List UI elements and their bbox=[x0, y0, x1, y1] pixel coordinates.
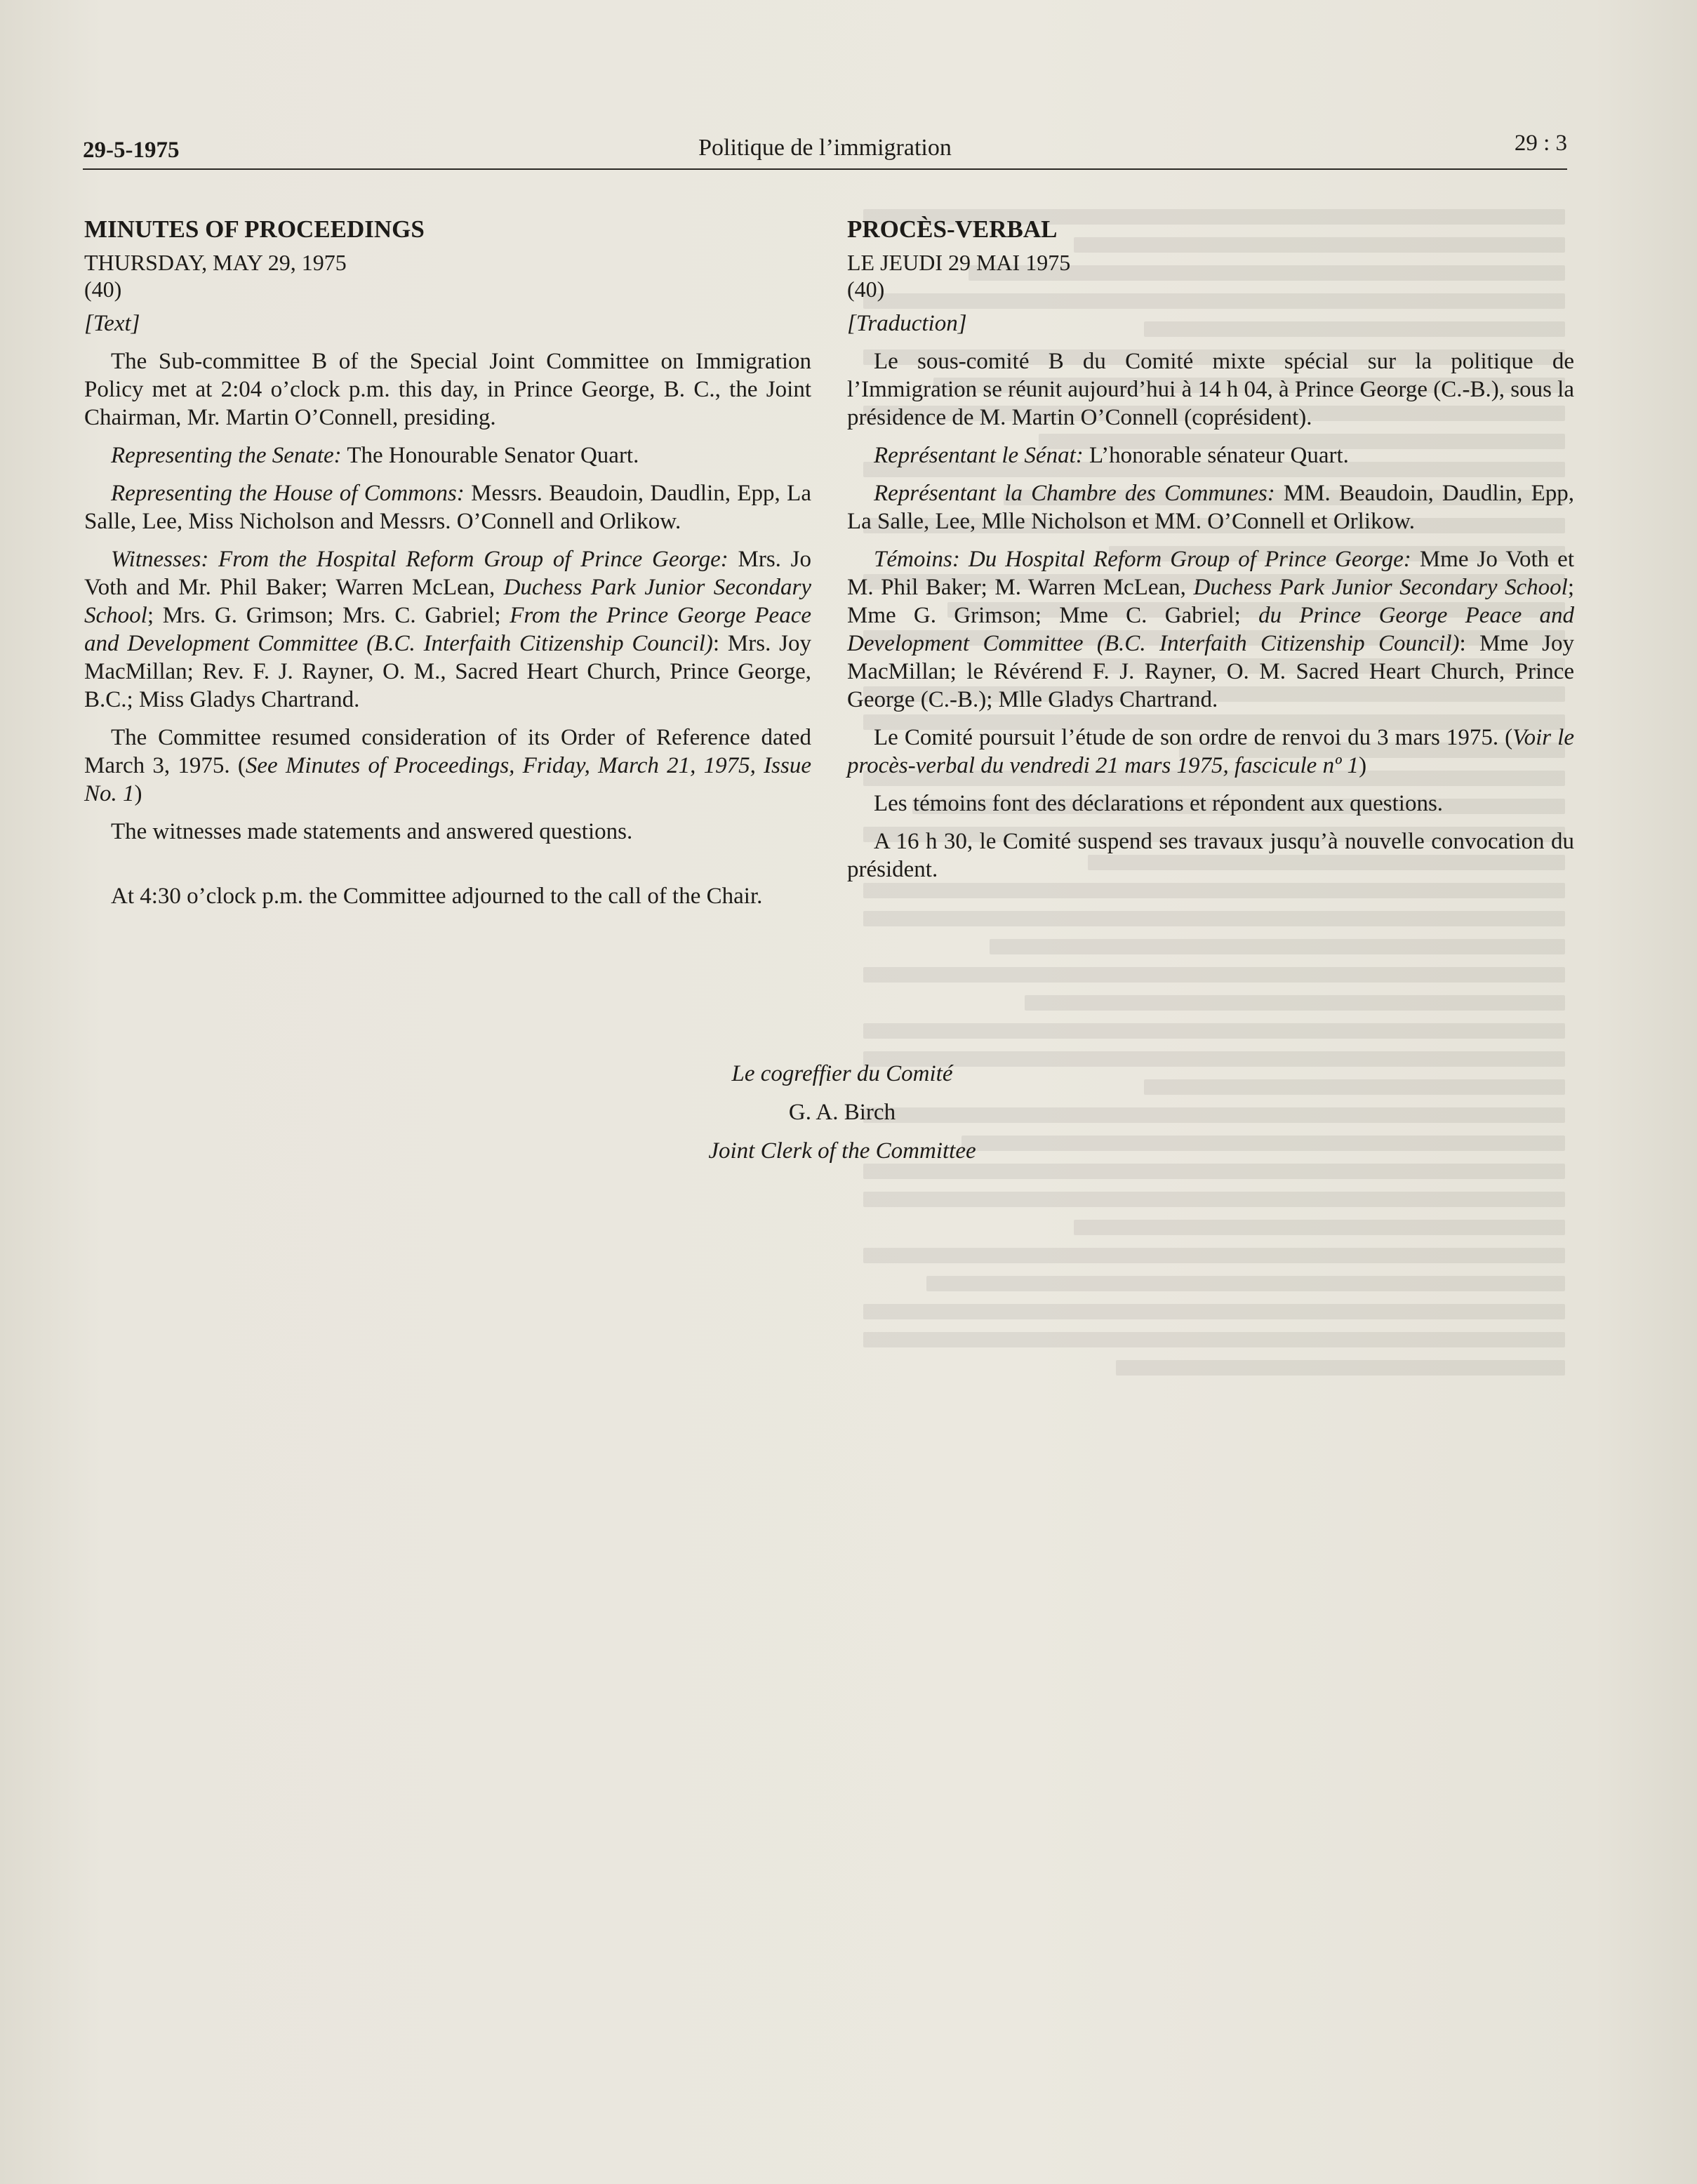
header-date: 29-5-1975 bbox=[83, 138, 180, 163]
paragraph-senate-fr bbox=[847, 441, 1574, 470]
header-title: Politique de l’immigration bbox=[698, 135, 952, 161]
paragraph-witnesses-fr bbox=[847, 545, 1574, 714]
paragraph-adjourn: At 4:30 o’clock p.m. the Committee adjourned to the call of the Chair. bbox=[111, 884, 763, 909]
paragraph-commons-fr bbox=[847, 479, 1574, 535]
meeting-number-fr: (40) bbox=[847, 277, 885, 302]
paragraph-opening-fr: Le sous-comité B du Comité mixte spécial sur la politique de l’Immigration se réunit aujourd’hui à 14 h 04, à Prince George (C.-B.), sous la présidence de M. Martin O’Connell (coprésident). bbox=[847, 349, 1574, 430]
signature-block bbox=[491, 1060, 1193, 1176]
reference-citation: See Minutes of Proceedings, Friday, March 21, 1975, Issue No. 1 bbox=[84, 753, 811, 806]
proces-verbal-heading: PROCÈS-VERBAL bbox=[847, 215, 1058, 243]
commons-text: Messrs. Beaudoin, Daudlin, Epp, La Salle, Lee, Miss Nicholson and Messrs. O’Connell and Orlikow. bbox=[84, 481, 811, 534]
witnesses-committee-fr: du Prince George Peace and Development Committee (B.C. Interfaith Citizenship Council) bbox=[847, 603, 1574, 656]
senate-label: Representing the Senate: bbox=[111, 443, 342, 468]
reference-close-fr: ) bbox=[1359, 753, 1367, 778]
text-tag: [Text] bbox=[84, 311, 140, 336]
senate-text: The Honourable Senator Quart. bbox=[341, 443, 639, 468]
senate-text-fr: L’honorable sénateur Quart. bbox=[1083, 443, 1349, 468]
french-column bbox=[847, 214, 1574, 893]
clerk-title-fr: Le cogreffier du Comité bbox=[731, 1061, 953, 1086]
minutes-heading: MINUTES OF PROCEEDINGS bbox=[84, 215, 425, 243]
traduction-tag: [Traduction] bbox=[847, 311, 967, 336]
paragraph-reference bbox=[84, 724, 811, 808]
paragraph-statements-fr: Les témoins font des déclarations et répondent aux questions. bbox=[874, 791, 1444, 816]
reference-text-fr: Le Comité poursuit l’étude de son ordre de renvoi du 3 mars 1975. ( bbox=[874, 725, 1513, 750]
witnesses-text-1: Mrs. Jo Voth and Mr. Phil Baker; Warren McLean, bbox=[84, 547, 811, 600]
header-rule bbox=[83, 168, 1567, 170]
reference-close: ) bbox=[134, 781, 142, 806]
paragraph-senate bbox=[84, 441, 811, 470]
witnesses-text-1-fr: Mme Jo Voth et M. Phil Baker; M. Warren McLean, bbox=[847, 547, 1574, 600]
witnesses-text-2: ; Mrs. G. Grimson; Mrs. C. Gabriel; bbox=[147, 603, 510, 628]
paragraph-reference-fr bbox=[847, 724, 1574, 780]
witnesses-committee: From the Prince George Peace and Development Committee (B.C. Interfaith Citizenship Council) bbox=[84, 603, 811, 656]
running-header bbox=[83, 131, 1567, 167]
page-number: 29 : 3 bbox=[1514, 131, 1567, 156]
witnesses-text-3-fr: : Mme Joy MacMillan; le Révérend F. J. Rayner, O. M. Sacred Heart Church, Prince George (C.-B.); Mlle Gladys Chartrand. bbox=[847, 631, 1574, 712]
paragraph-commons bbox=[84, 479, 811, 535]
meeting-date: THURSDAY, MAY 29, 1975 bbox=[84, 250, 347, 275]
witnesses-label-fr: Témoins: Du Hospital Reform Group of Prince George: bbox=[874, 547, 1411, 572]
commons-label-fr: Représentant la Chambre des Communes: bbox=[874, 481, 1275, 506]
witnesses-school: Duchess Park Junior Secondary School bbox=[84, 575, 811, 628]
witnesses-school-fr: Duchess Park Junior Secondary School bbox=[1193, 575, 1568, 600]
commons-label: Representing the House of Commons: bbox=[111, 481, 465, 506]
meeting-number: (40) bbox=[84, 277, 122, 302]
clerk-name: G. A. Birch bbox=[788, 1100, 896, 1125]
paragraph-opening: The Sub-committee B of the Special Joint Committee on Immigration Policy met at 2:04 o’clock p.m. this day, in Prince George, B. C., the Joint Chairman, Mr. Martin O’Connell, presiding. bbox=[84, 349, 811, 430]
witnesses-text-3: : Mrs. Joy MacMillan; Rev. F. J. Rayner, O. M., Sacred Heart Church, Prince George, B.C.; Miss Gladys Chartrand. bbox=[84, 631, 811, 712]
paragraph-witnesses bbox=[84, 545, 811, 714]
reference-text: The Committee resumed consideration of its Order of Reference dated March 3, 1975. ( bbox=[84, 725, 811, 778]
witnesses-label: Witnesses: From the Hospital Reform Group of Prince George: bbox=[111, 547, 728, 572]
paragraph-statements: The witnesses made statements and answered questions. bbox=[111, 819, 633, 844]
commons-text-fr: MM. Beaudoin, Daudlin, Epp, La Salle, Lee, Mlle Nicholson et MM. O’Connell et Orlikow. bbox=[847, 481, 1574, 534]
english-column bbox=[84, 214, 811, 920]
witnesses-text-2-fr: ; Mme G. Grimson; Mme C. Gabriel; bbox=[847, 575, 1574, 628]
reference-citation-fr: Voir le procès-verbal du vendredi 21 mars 1975, fascicule nº 1 bbox=[847, 725, 1574, 778]
senate-label-fr: Représentant le Sénat: bbox=[874, 443, 1084, 468]
clerk-title-en: Joint Clerk of the Committee bbox=[708, 1138, 976, 1164]
paragraph-adjourn-fr: A 16 h 30, le Comité suspend ses travaux jusqu’à nouvelle convocation du président. bbox=[847, 829, 1574, 882]
meeting-date-fr: LE JEUDI 29 MAI 1975 bbox=[847, 250, 1071, 275]
